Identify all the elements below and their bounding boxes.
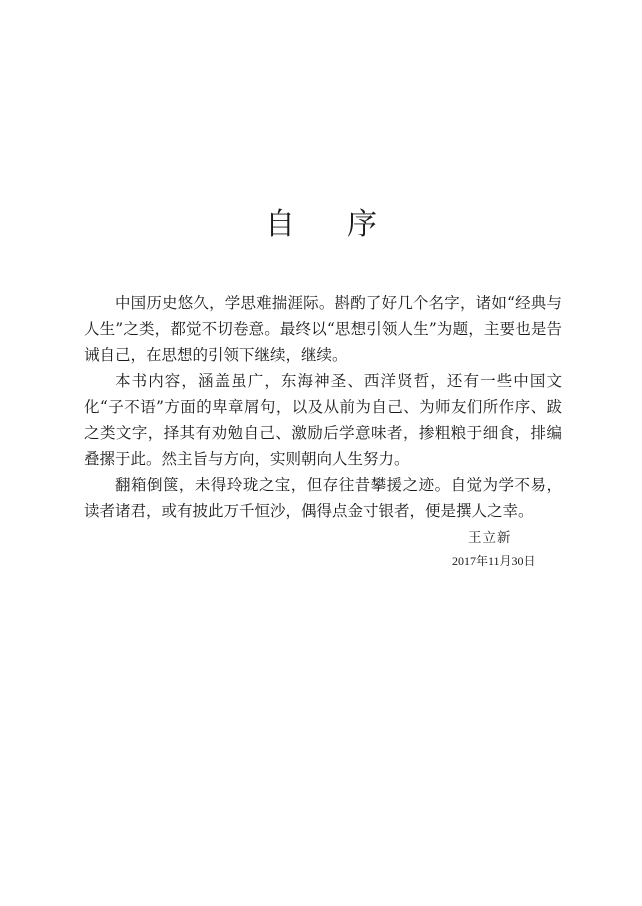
title-char-first: 自 — [265, 207, 295, 242]
preface-body — [84, 290, 562, 524]
signature-date: 2017年11月30日 — [452, 554, 536, 568]
page-title — [0, 203, 642, 247]
paragraph-2: 本书内容，涵盖虽广，东海神圣、西洋贤哲，还有一些中国文化“子不语”方面的卑章屑句，以及从前为自己、为师友们所作序、跋之类文字，择其有劝勉自己、激励后学意味者，掺粗粮于细食，排编叠摞于此。然主旨与方向，实则朝向人生努力。 — [84, 372, 562, 468]
paragraph-3: 翻箱倒箧，未得玲珑之宝，但存往昔攀援之迹。自觉为学不易，读者诸君，或有披此万千恒沙，偶得点金寸银者，便是撰人之幸。 — [84, 476, 562, 520]
author-signature: 王立新 — [468, 530, 512, 546]
paragraph-1: 中国历史悠久，学思难揣涯际。斟酌了好几个名字，诸如“经典与人生”之类，都觉不切卷意。最终以“思想引领人生”为题，主要也是告诫自己，在思想的引领下继续，继续。 — [84, 294, 562, 364]
title-char-second: 序 — [347, 207, 377, 242]
